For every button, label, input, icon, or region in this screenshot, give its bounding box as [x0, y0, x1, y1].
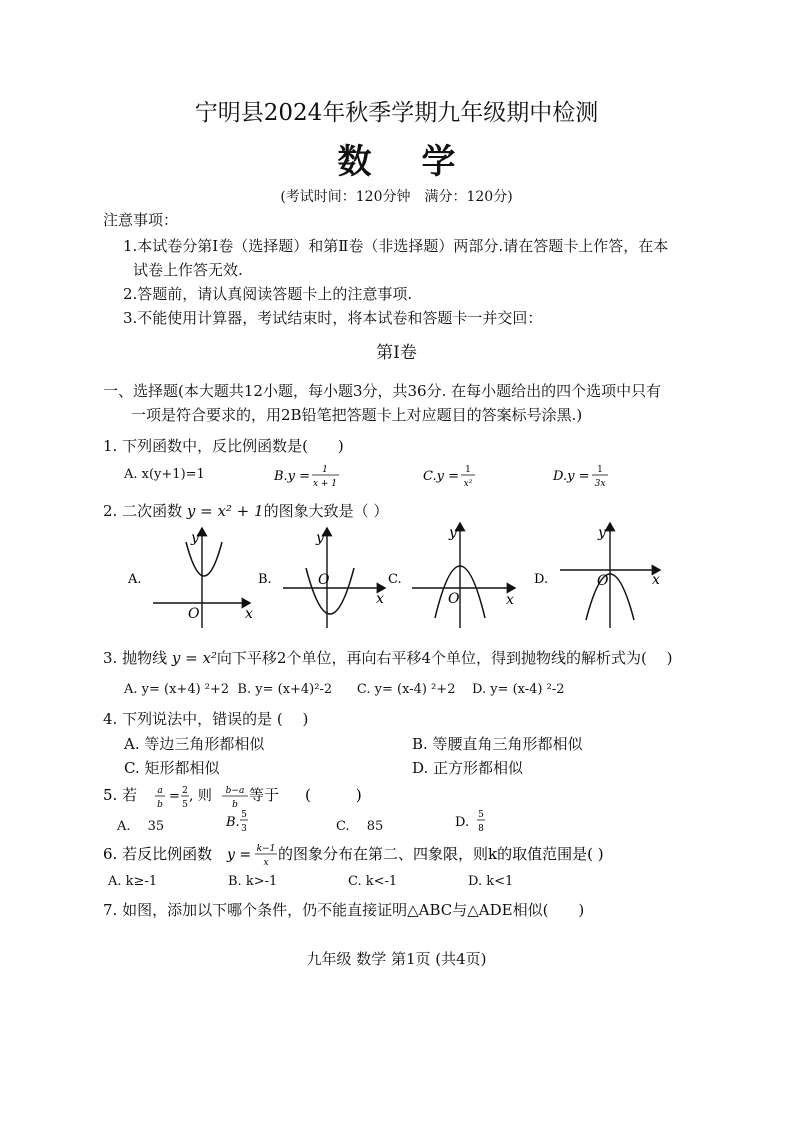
question-3-stem: [103, 647, 672, 668]
q6-f-num: k−1: [256, 844, 276, 854]
q5-b-prefix: B.: [226, 815, 240, 830]
question-1-stem: 1. 下列函数中，反比例函数是( ): [103, 437, 344, 455]
graph-a-x-label: x: [245, 606, 253, 622]
question-1-option-b: [272, 460, 392, 490]
graph-c-label: C.: [388, 572, 402, 587]
q5-f1-den: b: [157, 800, 163, 810]
graph-d-label: D.: [534, 572, 549, 587]
graph-b-label: B.: [258, 572, 272, 587]
notice-item-2: 2.答题前，请认真阅读答题卡上的注意事项.: [123, 285, 413, 303]
q5-f2-den: 5: [182, 800, 188, 810]
question-1-option-a: A. x(y+1)=1: [124, 467, 205, 482]
graph-a: [127, 528, 253, 628]
question-4-option-c: C. 矩形都相似: [124, 759, 220, 777]
graph-d-x-label: x: [652, 572, 660, 588]
notice-item-1-cont: 试卷上作答无效.: [133, 261, 243, 279]
q1-d-denominator: 3x: [594, 479, 606, 489]
q2-stem-prefix: 2. 二次函数: [103, 502, 187, 520]
q2-stem-suffix: 的图象大致是（ ）: [263, 502, 389, 520]
question-6-option-c: C. k<-1: [348, 874, 398, 889]
question-2-stem: [103, 500, 388, 521]
question-3-options: A. y= (x+4) ²+2 B. y= (x+4)²-2 C. y= (x-4) ²+2 D. y= (x-4) ²-2: [124, 682, 565, 697]
graph-c-y-label: y: [449, 525, 457, 541]
exam-meta: (考试时间：120分钟 满分：120分): [280, 189, 513, 205]
question-6-option-d: D. k<1: [468, 874, 514, 889]
q5-f3-num: b−a: [225, 786, 245, 796]
question-6-option-a: A. k≥-1: [108, 874, 158, 889]
q6-prefix: 6. 若反比例函数: [103, 845, 213, 863]
q5-eq: =: [169, 789, 180, 804]
question-5-option-b: [226, 804, 266, 838]
q6-formula-prefix: y =: [227, 847, 252, 863]
q5-paren: ( ): [305, 786, 362, 804]
q5-f3-den: b: [232, 800, 238, 810]
subject-title: 数学: [337, 142, 506, 182]
q1-c-numerator: 1: [465, 465, 471, 475]
q5-b-den: 3: [241, 824, 247, 834]
graph-a-label: A.: [128, 572, 142, 587]
notice-item-3: 3.不能使用计算器，考试结束时，将本试卷和答题卡一并交回：: [123, 309, 543, 327]
question-2-graphs: [120, 520, 690, 630]
q5-f2-num: 2: [182, 786, 188, 796]
q5-d-num: 5: [478, 810, 484, 820]
graph-b-x-label: x: [376, 591, 384, 607]
q3-stem-formula: y = x²: [171, 649, 217, 667]
q1-c-denominator: x²: [463, 479, 473, 489]
graph-b: [258, 528, 385, 628]
q1-d-numerator: 1: [597, 465, 603, 475]
q5-prefix: 5. 若: [103, 786, 138, 804]
question-5-option-c: C. 85: [336, 819, 384, 834]
q1-d-prefix: D.y =: [553, 469, 590, 484]
question-7-stem: 7. 如图，添加以下哪个条件，仍不能直接证明△ABC与△ADE相似( ): [103, 901, 585, 919]
question-1-option-d: [551, 460, 651, 490]
q3-stem-prefix: 3. 抛物线: [103, 649, 172, 667]
graph-c-origin: O: [448, 591, 460, 607]
question-4-option-b: B. 等腰直角三角形都相似: [412, 735, 583, 753]
q5-mid: , 则: [189, 788, 212, 804]
q5-f1-num: a: [157, 786, 163, 796]
question-4-stem: 4. 下列说法中，错误的是 ( ): [103, 710, 309, 728]
q3-stem-suffix: 向下平移2个单位，再向右平移4个单位，得到抛物线的解析式为( ): [216, 649, 673, 667]
q1-b-numerator: 1: [322, 465, 328, 475]
question-5-option-d: [455, 804, 495, 838]
graph-a-origin: O: [188, 606, 200, 622]
graph-b-y-label: y: [316, 530, 324, 546]
q6-f-den: x: [263, 858, 269, 868]
part1-heading: 一、选择题(本大题共12小题，每小题3分，共36分. 在每小题给出的四个选项中只有: [103, 382, 662, 400]
part1-heading-cont: 一项是符合要求的，用2B铅笔把答题卡上对应题目的答案标号涂黑.): [131, 406, 583, 424]
notice-heading: 注意事项：: [103, 211, 179, 229]
question-4-option-d: D. 正方形都相似: [412, 759, 524, 777]
q5-d-prefix: D.: [455, 815, 470, 830]
page-footer: 九年级 数学 第1页 (共4页): [306, 950, 487, 968]
q1-b-denominator: x + 1: [312, 479, 338, 489]
graph-b-origin: O: [318, 572, 330, 588]
question-4-option-a: A. 等边三角形都相似: [124, 735, 265, 753]
notice-item-1: 1.本试卷分第Ⅰ卷（选择题）和第Ⅱ卷（非选择题）两部分.请在答题卡上作答，在本: [123, 237, 669, 255]
question-6-option-b: B. k>-1: [228, 874, 278, 889]
q6-suffix: 的图象分布在第二、四象限，则k的取值范围是( ): [278, 845, 604, 863]
section-title: 第Ⅰ卷: [376, 343, 417, 363]
exam-title: 宁明县2024年秋季学期九年级期中检测: [194, 100, 599, 126]
q1-b-prefix: B.y =: [274, 469, 311, 484]
q2-stem-formula: y = x² + 1: [186, 502, 264, 520]
question-5-option-a: A. 35: [117, 819, 165, 834]
question-1-option-c: [421, 460, 521, 490]
q5-post: 等于: [249, 786, 280, 804]
graph-d: [534, 523, 660, 628]
graph-c-x-label: x: [506, 592, 514, 608]
graph-c: [388, 523, 515, 628]
q5-d-den: 8: [478, 824, 484, 834]
graph-d-y-label: y: [598, 525, 606, 541]
q1-c-prefix: C.y =: [423, 469, 459, 484]
graph-a-y-label: y: [191, 530, 199, 546]
q5-b-num: 5: [241, 810, 247, 820]
graph-d-origin: O: [597, 573, 609, 589]
question-6-stem: [103, 839, 663, 871]
